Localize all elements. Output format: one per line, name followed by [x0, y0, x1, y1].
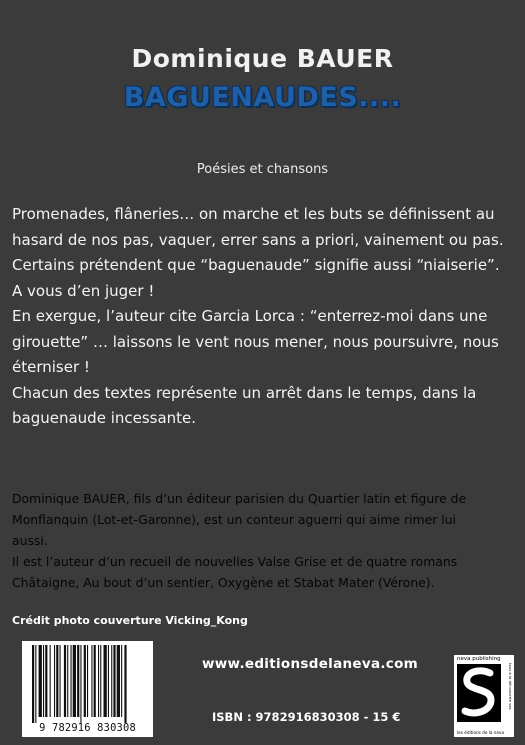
- barcode-bar: [113, 645, 115, 717]
- isbn-price: ISBN : 9782916830308 - 15 €: [212, 710, 401, 724]
- author-bio: [12, 488, 514, 593]
- blurb-line: hasard de nos pas, vaquer, errer sans a priori, vainement ou pas.: [12, 230, 504, 249]
- bio-line: Monflanquin (Lot-et-Garonne), est un conteur aguerri qui aime rimer lui: [12, 512, 456, 527]
- barcode-bar: [87, 645, 88, 717]
- barcode-bar: [71, 645, 72, 717]
- barcode-bar: [56, 645, 58, 717]
- blurb-line: girouette” … laissons le vent nous mener, nous poursuivre, nous: [12, 332, 499, 351]
- blurb-line: baguenaude incessante.: [12, 409, 197, 427]
- barcode-bar: [84, 645, 86, 717]
- barcode-bar: [60, 645, 61, 717]
- barcode-bar: [35, 645, 36, 723]
- barcode-bar: [121, 645, 122, 717]
- barcode-bar: [91, 645, 92, 717]
- bio-line: aussi.: [12, 533, 48, 548]
- barcode-digits: 9 782916 830308: [39, 722, 136, 734]
- barcode-bar: [67, 645, 68, 717]
- blurb-line: A vous d’en juger !: [12, 281, 155, 300]
- barcode-bar: [98, 645, 99, 717]
- blurb-line: Certains prétendent que “baguenaude” signifie aussi “niaiserie”.: [12, 256, 500, 274]
- bio-line: Châtaigne, Au bout d’un sentier, Oxygène et Stabat Mater (Vérone).: [12, 575, 435, 590]
- logo-side-text: tous à la découverte sas: [508, 663, 513, 710]
- blurb-line: éterniser !: [12, 358, 90, 376]
- blurb-line: En exergue, l’auteur cite Garcia Lorca : “enterrez-moi dans une: [12, 307, 488, 325]
- author-name: Dominique BAUER: [131, 44, 394, 73]
- barcode-bar: [39, 645, 42, 717]
- barcode-bar: [73, 645, 76, 717]
- blurb-line: Promenades, flâneries… on marche et les buts se définissent au: [12, 205, 495, 223]
- barcode-bar: [100, 645, 101, 717]
- logo-bottom-text: les éditions de la neva: [457, 730, 505, 735]
- book-title: BAGUENAUDES....: [123, 82, 402, 113]
- photo-credit: Crédit photo couverture Vicking_Kong: [12, 614, 248, 627]
- publisher-website[interactable]: www.editionsdelaneva.com: [202, 656, 419, 672]
- logo-top-text: neva publishing: [457, 656, 501, 662]
- bio-line: Dominique BAUER, fils d’un éditeur parisien du Quartier latin et figure de: [12, 491, 467, 506]
- blurb-line: Chacun des textes représente un arrêt dans le temps, dans la: [12, 383, 477, 402]
- barcode-bar: [45, 645, 47, 717]
- book-subtitle: Poésies et chansons: [196, 162, 329, 177]
- publisher-logo: [454, 655, 514, 737]
- barcode-bar: [104, 645, 107, 717]
- neva-s-icon: [457, 664, 501, 722]
- barcode-bar: [43, 645, 44, 717]
- barcode-bar: [94, 645, 96, 717]
- barcode-bar: [50, 645, 51, 717]
- barcode-bar: [54, 645, 55, 717]
- blurb-text: [12, 202, 514, 432]
- bio-line: Il est l’auteur d’un recueil de nouvelles Valse Grise et de quatre romans: [12, 554, 458, 569]
- barcode-bar: [117, 645, 120, 717]
- barcode-bar: [80, 645, 81, 723]
- barcode-bar: [32, 645, 34, 723]
- barcode-bar: [77, 645, 79, 717]
- barcode-bar: [64, 645, 66, 717]
- barcode-bar: [124, 645, 126, 723]
- barcode-bars: [22, 641, 153, 723]
- barcode-bar: [108, 645, 109, 717]
- barcode-bar: [111, 645, 112, 717]
- isbn-barcode: [22, 641, 153, 737]
